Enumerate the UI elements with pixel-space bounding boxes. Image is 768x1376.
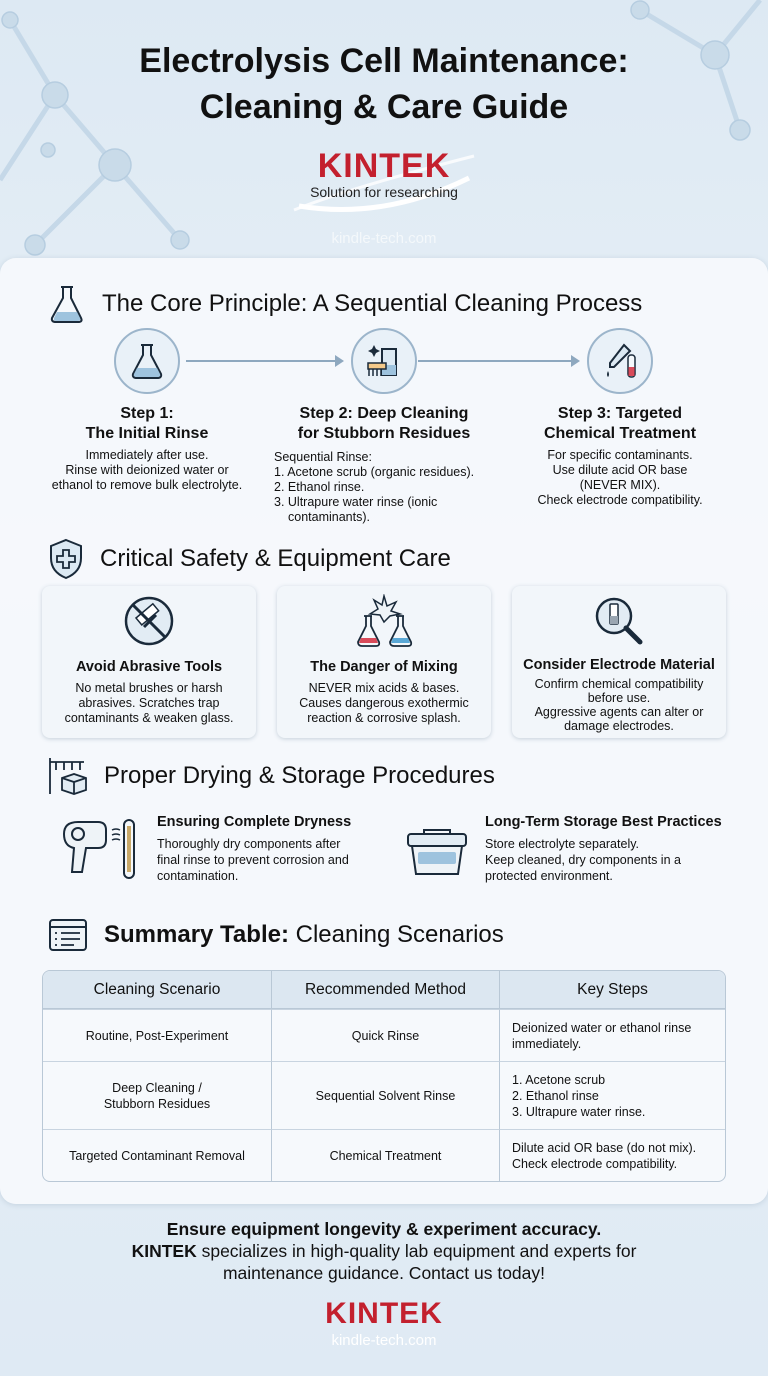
table-row [43, 1129, 725, 1181]
electrode-card-text-3: Aggressive agents can alter or [534, 705, 704, 719]
step-1 [37, 328, 257, 493]
footer-body-line2: maintenance guidance. Contact us today! [222, 1263, 545, 1283]
brand-name: KINTEK [317, 147, 451, 185]
step-2-item-2: 2. Ethanol rinse. [274, 480, 365, 494]
column-header-steps: Key Steps [499, 971, 725, 1009]
step-1-title-line2: The Initial Rinse [85, 425, 209, 442]
storage-container-icon [404, 824, 470, 878]
mixing-card-text-3: reaction & corrosive splash. [307, 711, 461, 725]
table-cell-steps [499, 1061, 725, 1129]
summary-section-header [48, 918, 504, 952]
cell-text: Dilute acid OR base (do not mix). [512, 1140, 697, 1155]
cell-text: Check electrode compatibility. [512, 1156, 678, 1171]
step-2-title-line1: Step 2: Deep Cleaning [299, 405, 469, 422]
core-section-title: The Core Principle: A Sequential Cleaning Process [102, 290, 643, 317]
footer-website-link[interactable]: kindle-tech.com [331, 1332, 437, 1349]
step-1-title-line1: Step 1: [120, 405, 174, 422]
storage-text-3: protected environment. [485, 869, 613, 883]
step-3-text-3: (NEVER MIX). [579, 478, 661, 492]
table-cell-scenario [43, 1061, 271, 1129]
website-link[interactable]: kindle-tech.com [331, 230, 437, 247]
table-row [43, 1061, 725, 1129]
safety-section-header [48, 538, 451, 580]
magnifier-electrode-icon [592, 594, 646, 648]
storage-text-2: Keep cleaned, dry components in a [485, 853, 681, 867]
footer-body [0, 1240, 768, 1284]
dryness-text-2: final rinse to prevent corrosion and [157, 853, 349, 867]
brand-logo[interactable] [289, 148, 479, 218]
table-cell-method: Sequential Solvent Rinse [271, 1061, 499, 1129]
electrode-card-title: Consider Electrode Material [523, 657, 715, 673]
mixing-card-text-1: NEVER mix acids & bases. [308, 681, 460, 695]
footer-brand-inline: KINTEK [131, 1241, 197, 1261]
drying-section-title: Proper Drying & Storage Procedures [104, 762, 495, 789]
dryness-text-3: contamination. [157, 869, 239, 883]
summary-title-bold: Summary Table: [104, 921, 289, 948]
abrasive-card-text-3: contaminants & weaken glass. [64, 711, 234, 725]
summary-title-rest: Cleaning Scenarios [288, 921, 504, 948]
safety-card-electrode [512, 586, 726, 738]
hair-dryer-icon [60, 818, 140, 880]
step-3-text-4: Check electrode compatibility. [537, 493, 703, 507]
cell-text: 2. Ethanol rinse [512, 1088, 599, 1103]
step-2-intro: Sequential Rinse: [274, 450, 372, 464]
step-1-text-3: ethanol to remove bulk electrolyte. [51, 478, 243, 492]
footer [0, 1218, 768, 1349]
no-brush-icon [122, 594, 176, 648]
storage-title: Long-Term Storage Best Practices [485, 814, 722, 830]
cell-text: Deionized water or ethanol rinse [512, 1020, 692, 1035]
drying-block-dryness [157, 814, 351, 884]
step-2-item-1: 1. Acetone scrub (organic residues). [274, 465, 475, 479]
step-1-text-2: Rinse with deionized water or [65, 463, 229, 477]
step-2 [274, 328, 494, 525]
step-3-text-2: Use dilute acid OR base [552, 463, 688, 477]
column-header-method: Recommended Method [271, 971, 499, 1009]
summary-section-title [104, 921, 504, 949]
mixing-card-title: The Danger of Mixing [310, 659, 458, 675]
electrode-card-text-4: damage electrodes. [564, 719, 674, 733]
content-panel [0, 258, 768, 1204]
step-2-icon-circle [351, 328, 417, 394]
drying-section-header [48, 756, 495, 796]
drying-block-storage [485, 814, 722, 884]
cell-text: 1. Acetone scrub [512, 1072, 606, 1087]
step-3-text-1: For specific contaminants. [547, 448, 693, 462]
dryness-text-1: Thoroughly dry components after [157, 837, 341, 851]
cell-text: 3. Ultrapure water rinse. [512, 1104, 646, 1119]
cell-text: immediately. [512, 1036, 582, 1051]
summary-table [42, 970, 726, 1182]
cell-text: Routine, Post-Experiment [85, 1028, 229, 1043]
document-list-icon [48, 918, 88, 952]
core-section-header [48, 284, 642, 324]
abrasive-card-title: Avoid Abrasive Tools [75, 659, 223, 675]
footer-brand-logo[interactable]: KINTEK [325, 1297, 443, 1330]
table-cell-scenario [43, 1009, 271, 1061]
step-3-icon-circle [587, 328, 653, 394]
mixing-card-text-2: Causes dangerous exothermic [299, 696, 469, 710]
cell-text: Stubborn Residues [103, 1096, 211, 1111]
step-2-item-3: 3. Ultrapure water rinse (ionic contaminants). [274, 495, 438, 524]
safety-card-abrasive [42, 586, 256, 738]
footer-body-line1: specializes in high-quality lab equipment and experts for [196, 1241, 637, 1261]
table-cell-method: Chemical Treatment [271, 1129, 499, 1181]
dropper-tube-icon [600, 341, 640, 381]
flask-icon [129, 342, 165, 380]
cell-text: Targeted Contaminant Removal [69, 1148, 245, 1163]
table-cell-steps [499, 1009, 725, 1061]
table-cell-scenario [43, 1129, 271, 1181]
cell-text: Deep Cleaning / [112, 1080, 202, 1095]
step-3-title-line2: Chemical Treatment [543, 425, 697, 442]
page-title-line1: Electrolysis Cell Maintenance: [139, 42, 629, 80]
table-row [43, 1009, 725, 1061]
abrasive-card-text-1: No metal brushes or harsh [75, 681, 223, 695]
brand-tagline: Solution for researching [310, 184, 458, 200]
table-cell-method: Quick Rinse [271, 1009, 499, 1061]
brush-beaker-icon [364, 341, 404, 381]
flask-icon [48, 284, 86, 324]
page-title-line2: Cleaning & Care Guide [199, 88, 569, 126]
dryness-title: Ensuring Complete Dryness [157, 814, 352, 830]
rack-box-icon [48, 756, 88, 796]
safety-card-mixing [277, 586, 491, 738]
storage-text-1: Store electrolyte separately. [485, 837, 640, 851]
electrode-card-text-1: Confirm chemical compatibility [534, 677, 704, 691]
step-1-text-1: Immediately after use. [85, 448, 209, 462]
flask-explosion-icon [354, 594, 414, 648]
column-header-scenario: Cleaning Scenario [43, 971, 271, 1009]
footer-lead: Ensure equipment longevity & experiment accuracy. [166, 1219, 602, 1239]
safety-section-title: Critical Safety & Equipment Care [100, 545, 451, 572]
step-2-title-line2: for Stubborn Residues [297, 425, 471, 442]
abrasive-card-text-2: abrasives. Scratches trap [78, 696, 220, 710]
electrode-card-text-2: before use. [587, 691, 651, 705]
table-cell-steps [499, 1129, 725, 1181]
shield-cross-icon [48, 538, 84, 580]
step-3-title-line1: Step 3: Targeted [557, 405, 683, 422]
header [0, 38, 768, 247]
step-3 [510, 328, 730, 508]
step-1-icon-circle [114, 328, 180, 394]
